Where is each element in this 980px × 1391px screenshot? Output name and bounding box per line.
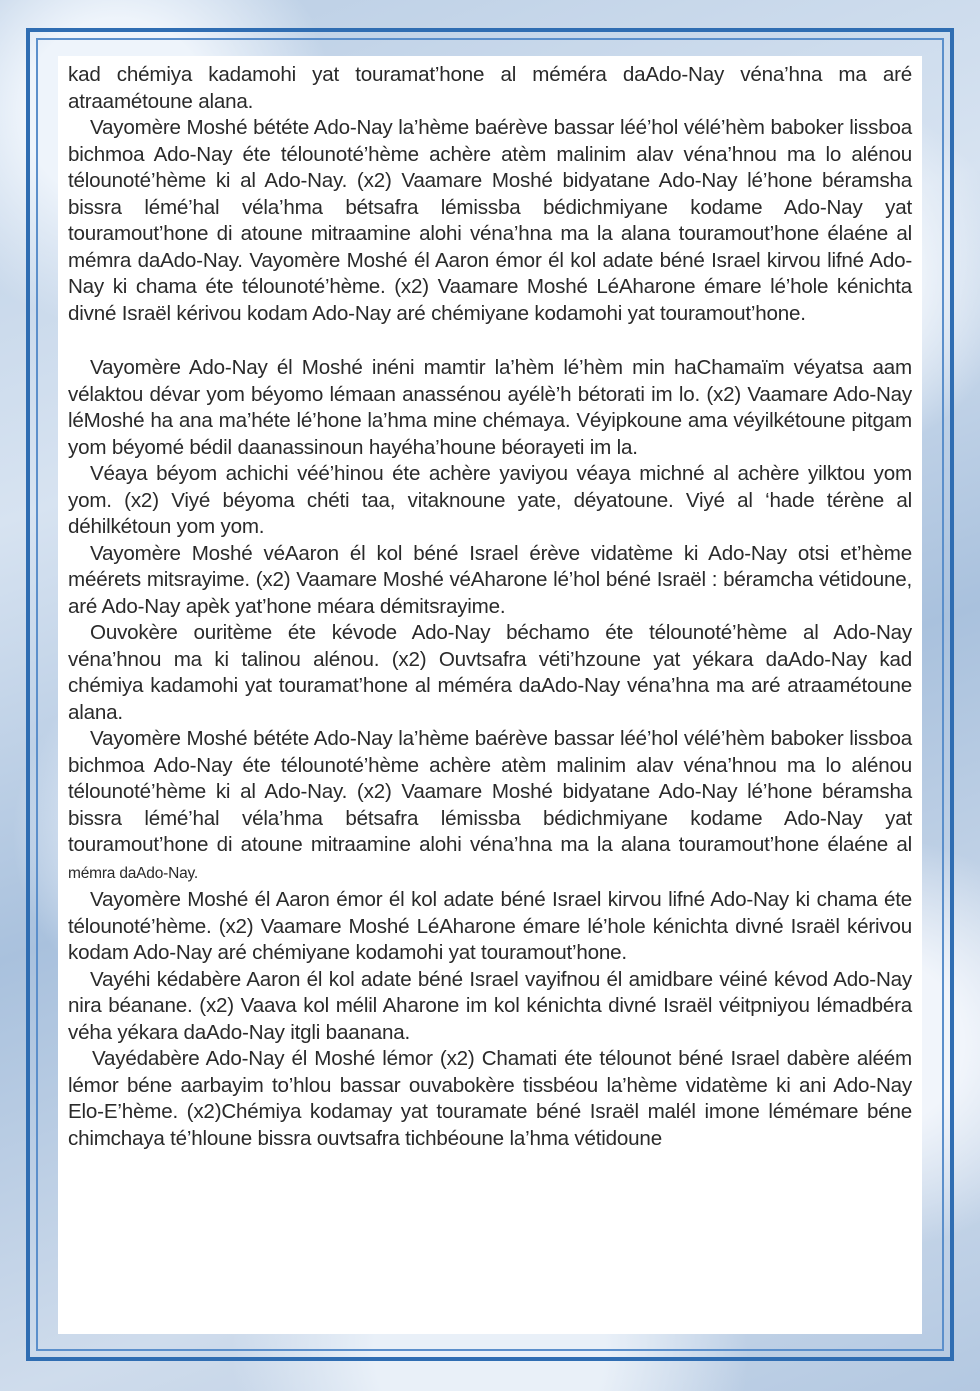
text-panel <box>58 56 922 1334</box>
paragraph-3: Vayomère Ado-Nay él Moshé inéni mamtir la’hèm lé’hèm min haChamaïm véyatsa aam vélaktou dévar yom béyomo lémaan anassénou ayélè’h bétorati im lo. (x2) Vaamare Ado-Nay léMoshé ha ana ma’héte lé’hone la’hma mine chémaya. Véyipkoune ama véyilkétoune pitgam yom béyomé bédil daanassinoun hayéha’houne béorayeti im la. <box>68 356 912 459</box>
paragraph-gap <box>68 327 912 355</box>
paragraph-7 <box>68 726 912 887</box>
paragraph-9: Vayéhi kédabère Aaron él kol adate béné Israel vayifnou él amidbare véiné kévod Ado-Nay nira béanane. (x2) Vaava kol mélil Aharone im kol kénichta divné Israël véitpniyou lémadbéra véha yékara daAdo-Nay itgli baanana. <box>68 967 912 1044</box>
paragraph-5: Vayomère Moshé véAaron él kol béné Israel érève vidatème ki Ado-Nay otsi et’hème méérets mitsrayime. (x2) Vaamare Moshé véAharone lé’hol béné Israël : béramcha vétidoune, aré Ado-Nay apèk yat’hone méara démitsrayime. <box>68 541 912 618</box>
paragraph-8: Vayomère Moshé él Aaron émor él kol adate béné Israel kirvou lifné Ado-Nay ki chama éte télounoté’hème. (x2) Vaamare Moshé LéAharone émare lé’hole kénichta divné Israël kérivou kodam Ado-Nay aré chémiyane kodamohi yat touramout’hone. <box>68 888 912 964</box>
paragraph-7-body: Vayomère Moshé bététe Ado-Nay la’hème baérève bassar léé’hol vélé’hèm baboker lissboa bichmoa Ado-Nay éte télounoté’hème achère atèm malinim alav véna’hnou ma lo alénou télounoté’hème ki al Ado-Nay. (x2) Vaamare Moshé bidyatane Ado-Nay lé’hone béramsha bissra lémé’hal véla’hma bétsafra lémissba bédichmiyane kodame Ado-Nay yat touramout’hone di atoune mitraamine alohi véna’hna ma la alana touramout’hone élaéne al <box>68 727 912 856</box>
paragraph-4: Véaya béyom achichi véé’hinou éte achère yaviyou véaya michné al achère yilktou yom yom. (x2) Viyé béyoma chéti taa, vitaknoune yate, déyatoune. Viyé al ‘hade térène al déhilkétoun yom yom. <box>68 462 912 538</box>
paragraph-10: Vayédabère Ado-Nay él Moshé lémor (x2) Chamati éte télounot béné Israel dabère aléém lémor béne aarbayim to’hlou bassar ouvabokère tissbéou la’hème vidatème ki ani Ado-Nay Elo-E’hème. (x2)Chémiya kodamay yat touramate béné Israël malél imone lémémare béne chimchaya té’hloune bissra ouvtsafra tichbéoune la’hma vétidoune <box>68 1047 912 1150</box>
prayer-text <box>68 62 912 1152</box>
paragraph-2: Vayomère Moshé bététe Ado-Nay la’hème baérève bassar léé’hol vélé’hèm baboker lissboa bichmoa Ado-Nay éte télounoté’hème achère atèm malinim alav véna’hnou ma lo alénou télounoté’hème ki al Ado-Nay. (x2) Vaamare Moshé bidyatane Ado-Nay lé’hone béramsha bissra lémé’hal véla’hma bétsafra lémissba bédichmiyane kodame Ado-Nay yat touramout’hone di atoune mitraamine alohi véna’hna ma la alana touramout’hone élaéne al mémra daAdo-Nay. Vayomère Moshé él Aaron émor él kol adate béné Israel kirvou lifné Ado-Nay ki chama éte télounoté’hème. (x2) Vaamare Moshé LéAharone émare lé’hole kénichta divné Israël kérivou kodam Ado-Nay aré chémiyane kodamohi yat touramout’hone. <box>68 116 912 325</box>
paragraph-6: Ouvokère ouritème éte kévode Ado-Nay béchamo éte télounoté’hème al Ado-Nay véna’hnou ma ki talinou alénou. (x2) Ouvtsafra véti’hzoune yat yékara daAdo-Nay kad chémiya kadamohi yat touramat’hone al méméra daAdo-Nay véna’hna ma aré atraamétoune alana. <box>68 621 912 724</box>
paragraph-1: kad chémiya kadamohi yat touramat’hone al méméra daAdo-Nay véna’hna ma aré atraamétoune alana. <box>68 63 912 113</box>
paragraph-7-tail: mémra daAdo-Nay. <box>68 864 199 882</box>
